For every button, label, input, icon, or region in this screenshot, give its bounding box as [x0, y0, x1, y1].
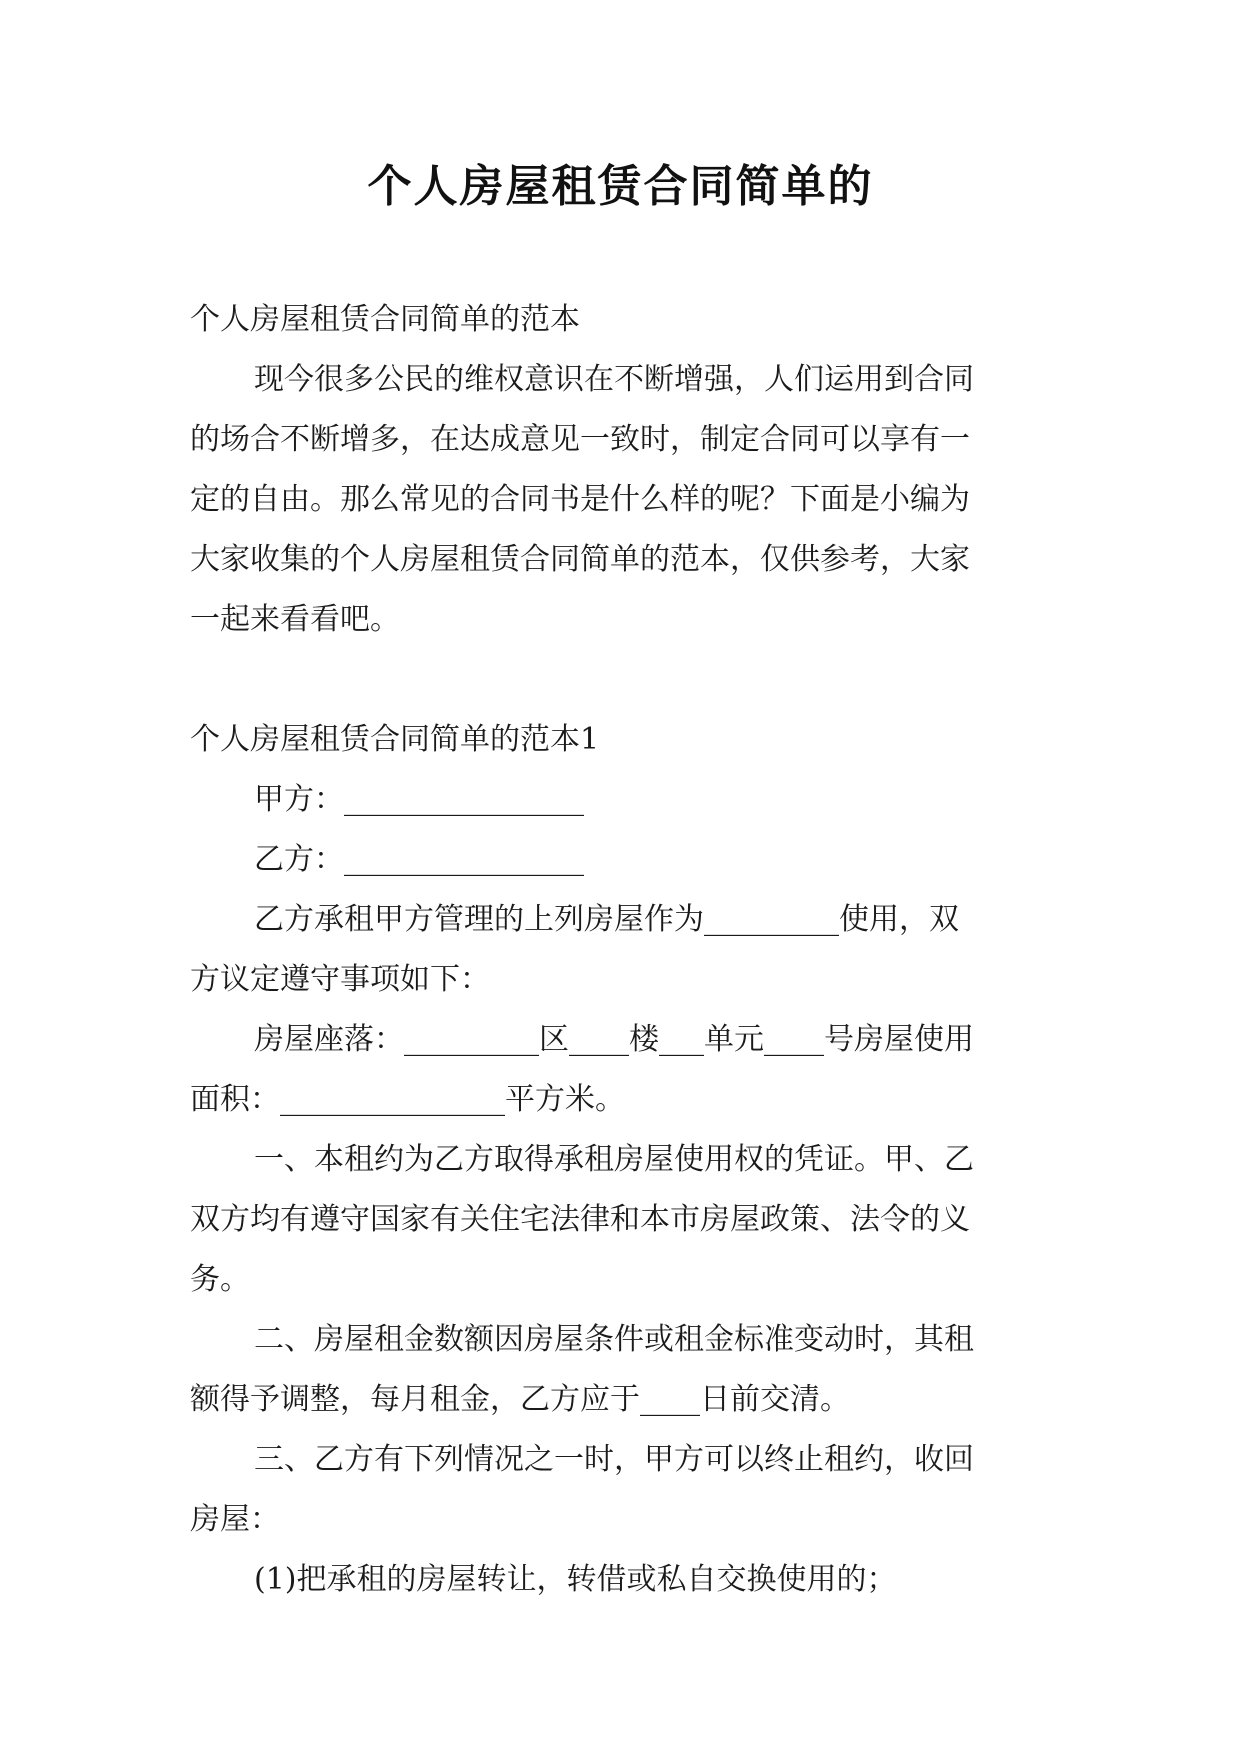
subtitle: 个人房屋租赁合同简单的范本	[190, 302, 580, 337]
party-b-field: 乙方：________________	[254, 842, 584, 877]
clause-3-line: 三、乙方有下列情况之一时，甲方可以终止租约，收回	[254, 1442, 974, 1477]
use-clause-line: 乙方承租甲方管理的上列房屋作为_________使用，双	[254, 902, 959, 937]
clause-2-line: 额得予调整，每月租金，乙方应于____日前交清。	[190, 1382, 850, 1417]
document-title: 个人房屋租赁合同简单的	[367, 161, 874, 212]
intro-line: 的场合不断增多，在达成意见一致时，制定合同可以享有一	[190, 422, 970, 457]
clause-1-line: 务。	[190, 1262, 250, 1297]
clause-3-item: (1)把承租的房屋转让，转借或私自交换使用的；	[254, 1562, 897, 1597]
intro-line: 定的自由。那么常见的合同书是什么样的呢？下面是小编为	[190, 482, 970, 517]
section-heading: 个人房屋租赁合同简单的范本1	[190, 722, 600, 757]
intro-line: 一起来看看吧。	[190, 602, 400, 637]
location-line: 房屋座落：_________区____楼___单元____号房屋使用	[254, 1022, 974, 1057]
clause-1-line: 一、本租约为乙方取得承租房屋使用权的凭证。甲、乙	[254, 1142, 974, 1177]
intro-line: 现今很多公民的维权意识在不断增强，人们运用到合同	[254, 362, 974, 397]
document-body	[190, 290, 1050, 1610]
paragraph-spacer	[190, 650, 1050, 710]
clause-2-line: 二、房屋租金数额因房屋条件或租金标准变动时，其租	[254, 1322, 974, 1357]
location-line: 面积：_______________平方米。	[190, 1082, 625, 1117]
use-clause-line: 方议定遵守事项如下：	[190, 962, 490, 997]
party-a-field: 甲方：________________	[254, 782, 584, 817]
clause-3-line: 房屋：	[190, 1502, 280, 1537]
clause-1-line: 双方均有遵守国家有关住宅法律和本市房屋政策、法令的义	[190, 1202, 970, 1237]
intro-line: 大家收集的个人房屋租赁合同简单的范本，仅供参考，大家	[190, 542, 970, 577]
